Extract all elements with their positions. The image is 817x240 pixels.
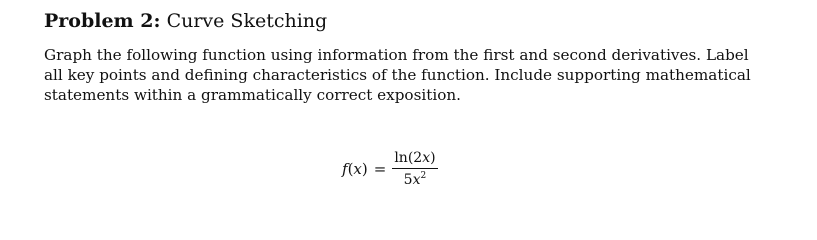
- formula-fraction: [392, 150, 437, 188]
- numerator-pre: ln(2: [394, 150, 423, 166]
- instructions-line-3: statements within a grammatically correct exposition.: [44, 86, 461, 104]
- denominator-coef: 5: [403, 172, 413, 188]
- instructions-paragraph: [44, 45, 751, 105]
- instructions-line-2: all key points and defining characteristics of the function. Include supporting mathematical: [44, 66, 751, 84]
- formula-denominator: [404, 169, 427, 188]
- formula-lhs-close: ): [361, 160, 368, 178]
- formula-equals: =: [373, 160, 387, 178]
- formula-lhs: [342, 160, 368, 178]
- denominator-exponent: 2: [420, 171, 427, 181]
- problem-heading: [44, 10, 327, 32]
- formula-lhs-open: (: [347, 160, 354, 178]
- formula-func-name: f: [342, 160, 348, 178]
- problem-title: Curve Sketching: [166, 10, 328, 32]
- numerator-post: ): [430, 150, 436, 166]
- function-formula: [342, 150, 438, 188]
- denominator-var: x: [412, 172, 421, 188]
- formula-numerator: [392, 150, 437, 168]
- numerator-var: x: [422, 150, 431, 166]
- problem-label: Problem 2:: [44, 10, 161, 32]
- instructions-line-1: Graph the following function using information from the first and second derivatives. Label: [44, 46, 749, 64]
- formula-lhs-var: x: [353, 160, 362, 178]
